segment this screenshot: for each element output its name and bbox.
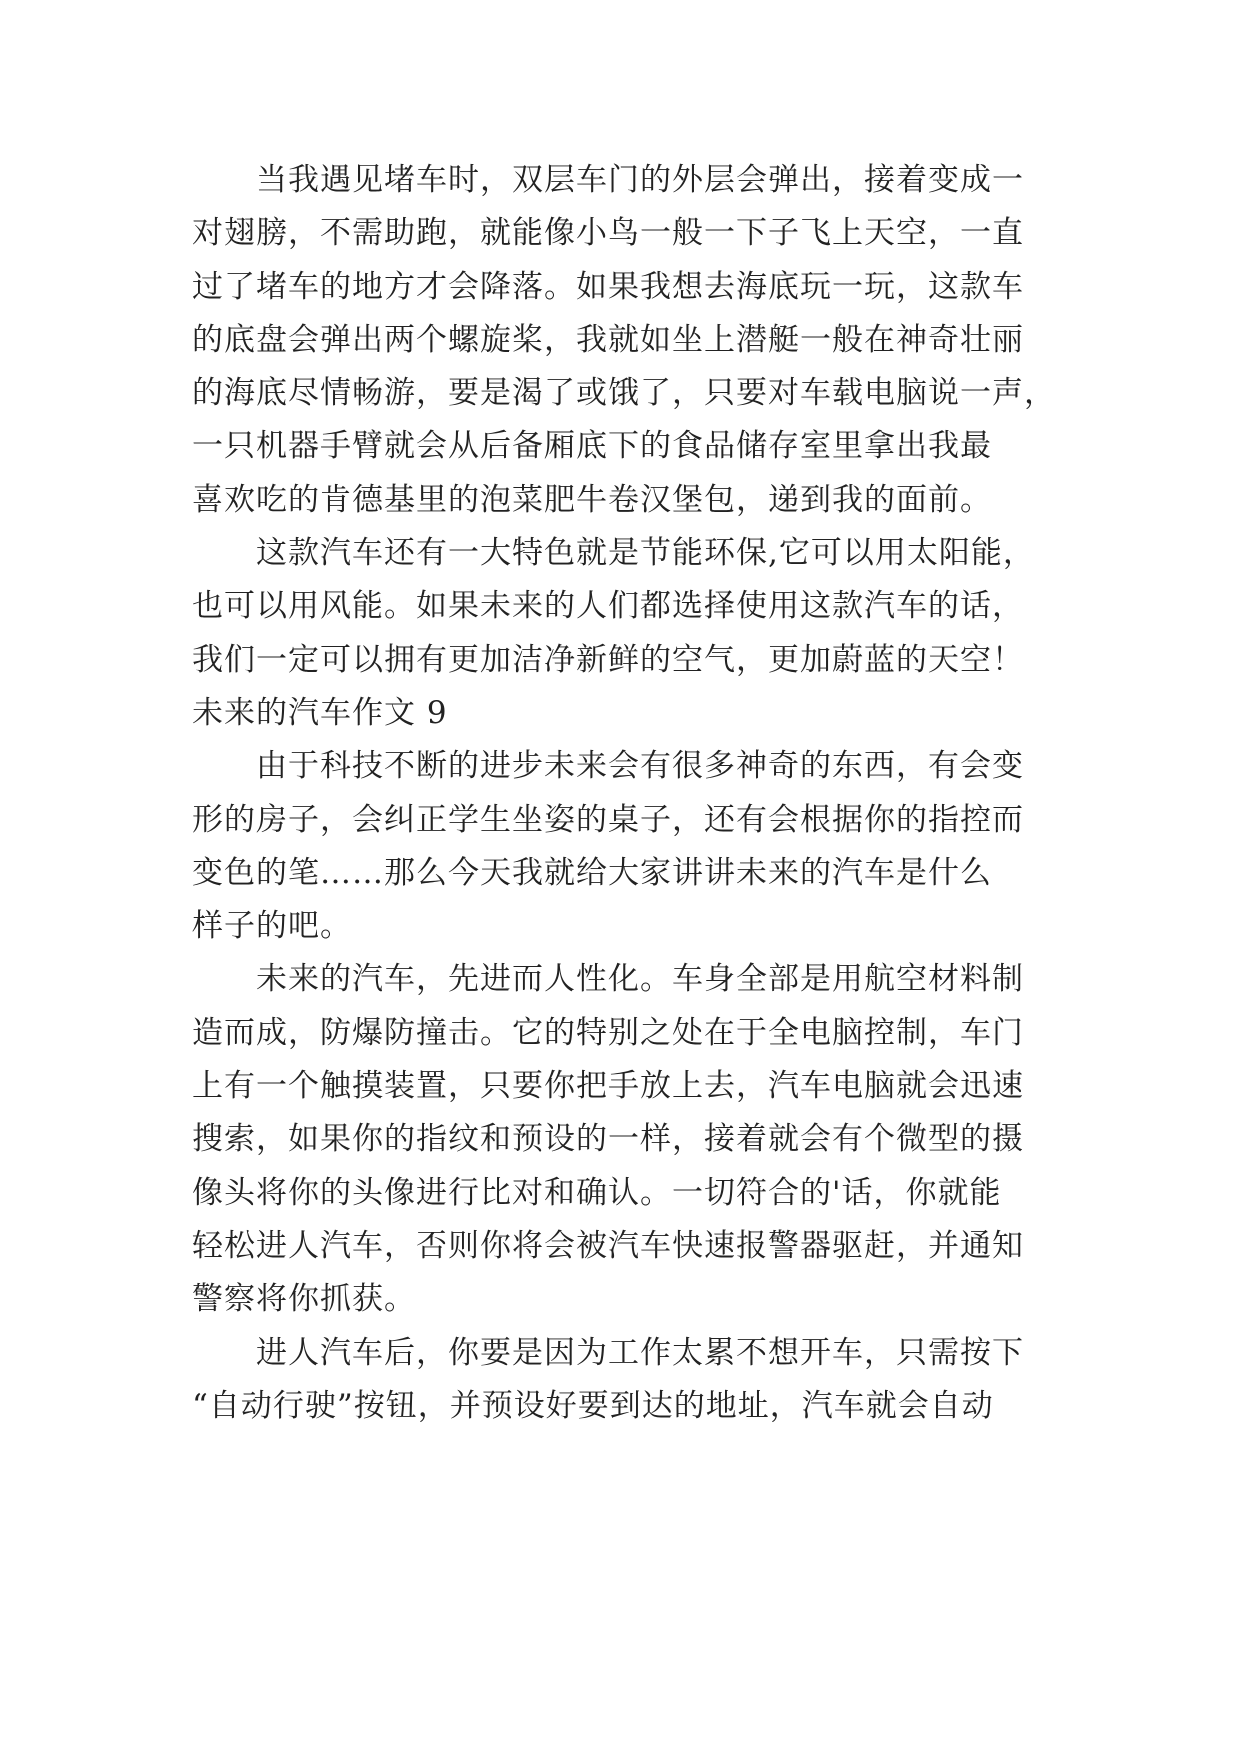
- text-line: 当我遇见堵车时，双层车门的外层会弹出，接着变成一: [256, 162, 1024, 198]
- essay-heading: 未来的汽车作文 9: [192, 694, 448, 731]
- text-line: 这款汽车还有一大特色就是节能环保,它可以用太阳能，: [256, 535, 1035, 572]
- text-line: 轻松进人汽车，否则你将会被汽车快速报警器驱赶，并通知: [192, 1227, 1024, 1264]
- text-line: 造而成，防爆防撞击。它的特别之处在于全电脑控制，车门: [192, 1014, 1024, 1051]
- text-line: 进人汽车后，你要是因为工作太累不想开车，只需按下: [256, 1334, 1024, 1371]
- text-line: 变色的笔……那么今天我就给大家讲讲未来的汽车是什么: [192, 854, 992, 891]
- text-line: 过了堵车的地方才会降落。如果我想去海底玩一玩，这款车: [192, 268, 1024, 305]
- text-line: 警察将你抓获。: [192, 1281, 416, 1318]
- text-line: 形的房子，会纠正学生坐姿的桌子，还有会根据你的指控而: [192, 801, 1024, 838]
- text-line: 也可以用风能。如果未来的人们都选择使用这款汽车的话，: [192, 588, 1024, 625]
- text-line: 的海底尽情畅游，要是渴了或饿了，只要对车载电脑说一声，: [192, 375, 1056, 412]
- text-line: 由于科技不断的进步未来会有很多神奇的东西，有会变: [256, 748, 1024, 785]
- text-line: 搜索，如果你的指纹和预设的一样，接着就会有个微型的摄: [192, 1121, 1024, 1158]
- text-line: 未来的汽车，先进而人性化。车身全部是用航空材料制: [256, 961, 1024, 998]
- text-line: 对翅膀，不需助跑，就能像小鸟一般一下子飞上天空，一直: [192, 215, 1024, 252]
- essay-text: [192, 154, 1092, 1433]
- text-line: 我们一定可以拥有更加洁净新鲜的空气，更加蔚蓝的天空！: [192, 641, 1024, 678]
- text-line: 样子的吧。: [192, 908, 352, 945]
- text-line: 一只机器手臂就会从后备厢底下的食品储存室里拿出我最: [192, 428, 992, 465]
- text-line: 上有一个触摸装置，只要你把手放上去，汽车电脑就会迅速: [192, 1068, 1024, 1105]
- text-line: 的底盘会弹出两个螺旋桨，我就如坐上潜艇一般在神奇壮丽: [192, 321, 1024, 358]
- text-line: 喜欢吃的肯德基里的泡菜肥牛卷汉堡包，递到我的面前。: [192, 481, 992, 518]
- text-line: 像头将你的头像进行比对和确认。一切符合的'话，你就能: [192, 1174, 1002, 1211]
- text-line: “自动行驶”按钮，并预设好要到达的地址，汽车就会自动: [192, 1387, 994, 1424]
